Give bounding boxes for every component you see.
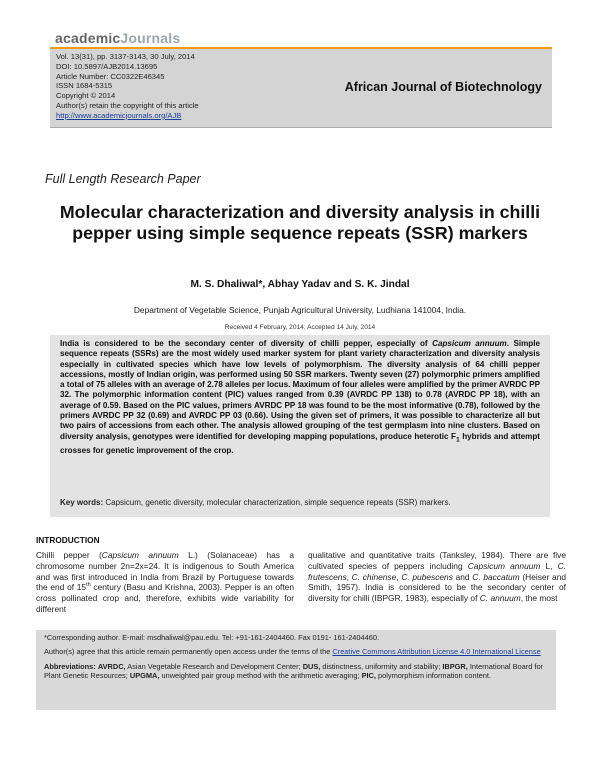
authors: M. S. Dhaliwal*, Abhay Yadav and S. K. Jindal: [190, 279, 410, 290]
paper-title: Molecular characterization and diversity analysis in chilli pepper using simple sequence repeats (SSR) markers: [59, 202, 541, 243]
text-run: Chilli pepper (: [36, 550, 102, 560]
license-link[interactable]: Creative Commons Attribution License 4.0 International License: [332, 647, 541, 657]
abbr-def: unweighted pair group method with the arithmetic averaging;: [159, 670, 362, 680]
abstract-text-1: India is considered to be the secondary center of diversity of chilli pepper, especially of: [60, 339, 433, 348]
text-run: and: [452, 571, 473, 582]
meta-issn: ISSN 1684-5315: [56, 81, 113, 91]
logo-part2: Journals: [120, 30, 181, 46]
affiliation: Department of Vegetable Science, Punjab Agricultural University, Ludhiana 141004, India.: [133, 305, 467, 315]
meta-doi: DOI: 10.5897/AJB2014.13695: [56, 61, 158, 71]
intro-column-left: [36, 550, 294, 615]
footnote: [44, 633, 552, 685]
received-dates: Received 4 February, 2014; Accepted 14 July, 2014: [224, 324, 376, 331]
italic-species: C. annuum: [479, 593, 521, 604]
publisher-logo: [55, 30, 180, 46]
abbr-def: distinctness, uniformity and stability;: [320, 661, 443, 671]
journal-url-link[interactable]: http://www.academicjournals.org/AJB: [56, 110, 182, 120]
abstract-text-2: . Simple sequence repeats (SSRs) are the most widely used marker system for plant variety characterization and diversity analysis especially in cultivated species which have low levels of polymorphism. The diversity analysis of 64 chilli pepper accessions, mostly of Indian origin, was performed using 50 SSR markers. Twenty seven (27) polymorphic primers amplified a total of 75 alleles with an average of 2.78 alleles per locus. Maximum of four alleles were amplified by the primer AVRDC PP 32. The polymorphic information content (PIC) values ranged from 0.39 (AVRDC PP 138) to 0.78 (AVRDC PP 18), with an average of 0.59. Based on the PIC values, primers AVRDC PP 18 was found to be the most informative (0.78), followed by the primers AVRDC PP 32 (0.69) and AVRDC PP 03 (0.66). Using the given set of primers, it was possible to characterize all but two pairs of accessions from each other. The analysis allowed grouping of the test germplasm into nine clusters. Based on diversity analysis, genotypes were identified for developing mapping populations, produce heterotic F: [60, 339, 540, 441]
license-text: Author(s) agree that this article remain permanently open access under the terms of the: [44, 647, 333, 657]
text-run: ,: [346, 571, 352, 582]
text-run: qualitative and quantitative traits (Tanksley, 1984). There are five cultivated species of peppers including: [308, 550, 566, 571]
italic-species: Capsicum annuum: [467, 560, 541, 571]
abbr-def: International Board for Plant Genetic Resources;: [44, 661, 544, 680]
text-run: century (Basu and Krishna, 2003). Pepper is an often cross pollinated crop and, therefore, exhibits wide variability for different: [36, 582, 294, 614]
abbreviations: [44, 662, 552, 681]
italic-species: C. pubescens: [401, 571, 453, 582]
keywords: [60, 498, 544, 507]
abbr-term: IBPGR,: [442, 661, 468, 671]
superscript: th: [86, 582, 91, 589]
italic-species: C. chinense: [351, 571, 397, 582]
text-run: L.) (Solanaceae) has a chromosome number 2n=2x=24. It is indigenous to South America and was first introduced in India from Brazil by Portuguese towards the end of 15: [36, 550, 294, 593]
abbr-def: polymorphism information content.: [375, 670, 491, 680]
abbr-term: PIC,: [361, 670, 376, 680]
meta-article-number: Article Number: CC0322E46345: [56, 71, 165, 81]
abstract-subscript: 1: [455, 436, 460, 444]
article-type: Full Length Research Paper: [45, 172, 201, 186]
corresponding-author: *Corresponding author. E-mail: msdhaliwal@pau.edu. Tel: +91-161-2404460. Fax 0191- 161-2404460.: [44, 633, 380, 642]
intro-column-right: [308, 550, 566, 604]
article-meta: [56, 52, 199, 121]
abbreviations-label: Abbreviations:: [44, 661, 96, 671]
text-run: (Heiser and Smith, 1957). India is considered to be the secondary center of diversity for chilli (IBPGR, 1983), especially of: [308, 571, 567, 604]
abstract: [60, 339, 540, 456]
abbr-def: Asian Vegetable Research and Development Center;: [125, 661, 303, 671]
italic-species: C. baccatum: [472, 571, 520, 582]
section-heading-introduction: INTRODUCTION: [36, 535, 100, 545]
meta-volume: Vol. 13(31), pp. 3137-3143, 30 July, 2014: [56, 52, 195, 61]
abbr-term: UPGMA,: [129, 670, 160, 680]
italic-species: Capsicum annuum: [101, 550, 179, 560]
journal-name: African Journal of Biotechnology: [344, 80, 542, 94]
keywords-label: Key words:: [60, 498, 104, 507]
abstract-species: Capsicum annuum: [432, 339, 507, 348]
abbr-term: AVRDC,: [97, 661, 126, 671]
italic-species: C. frutescens: [308, 560, 566, 582]
keywords-text: Capsicum, genetic diversity, molecular characterization, simple sequence repeats (SSR) markers.: [103, 498, 451, 507]
text-run: ,: [396, 571, 402, 582]
meta-copyright: Copyright © 2014: [56, 91, 116, 101]
logo-part1: academic: [55, 30, 121, 46]
text-run: , the most: [520, 593, 558, 604]
meta-rights: Author(s) retain the copyright of this article: [56, 100, 199, 110]
text-run: L,: [540, 560, 558, 571]
abstract-text-3: hybrids and attempt crosses for genetic improvement of the crop.: [60, 431, 540, 455]
abbr-term: DUS,: [302, 661, 321, 671]
license-statement: [44, 647, 552, 656]
